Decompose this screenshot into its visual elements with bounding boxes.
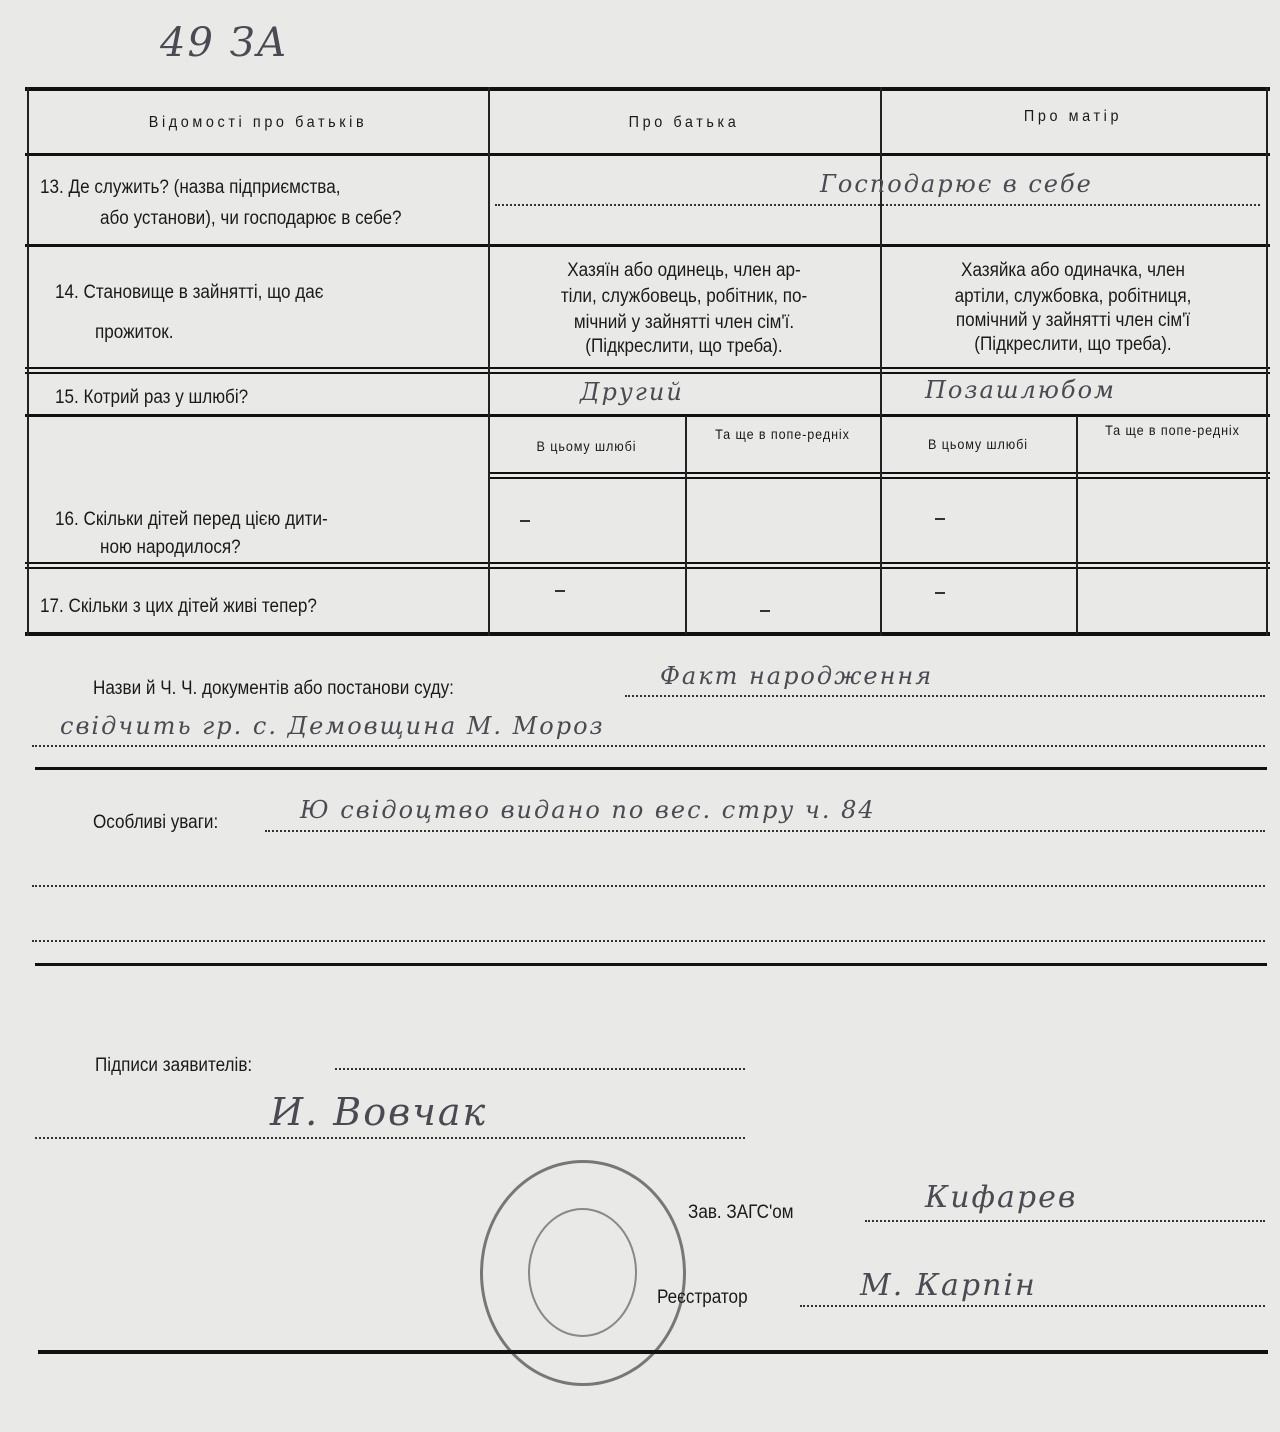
registrar-signature: М. Карпін [860,1268,1037,1303]
documents-label: Назви й Ч. Ч. документів або постанови суду: [93,678,454,699]
q14-label-2: прожиток. [95,322,174,343]
option-line: (Підкреслити, що треба). [974,334,1172,355]
q15-label: 15. Котрий раз у шлюбі? [55,387,249,408]
remarks-label: Особливі уваги: [93,812,219,833]
remarks-value: Ю свідоцтво видано по вес. стру ч. 84 [300,796,876,824]
q16-label-2: ною народилося? [100,537,241,558]
q17-label: 17. Скільки з цих дітей живі тепер? [40,596,317,617]
q14-label-1: 14. Становище в зайнятті, що дає [55,282,324,303]
option-line: Хазяйка або одиначка, член [961,260,1185,281]
q15-father-answer: Другий [580,378,684,406]
applicants-label: Підписи заявителів: [95,1055,253,1076]
registrar-label: Реєстратор [657,1287,748,1308]
header-mother: Про матір [1023,108,1123,125]
documents-value-2: свідчить гр. с. Демовщина М. Мороз [60,712,605,740]
dash-mark [520,520,530,522]
applicant-signature: И. Вовчак [270,1090,488,1134]
header-father: Про батька [628,114,740,131]
q15-mother-answer: Позашлюбом [925,376,1116,404]
subheader-mother-prev: Та ще в попе-редніх [1105,422,1240,438]
documents-value-1: Факт народження [660,662,934,690]
option-line: мічний у зайнятті член сім'ї. [573,312,795,333]
header-parents-info: Відомості про батьків [148,114,368,131]
dash-mark [555,590,565,592]
option-line: Хазяїн або одинець, член ар- [567,260,801,281]
subheader-father-prev: Та ще в попе-редніх [715,426,850,442]
option-line: помічний у зайнятті член сім'ї [955,310,1191,331]
q13-answer: Господарює в себе [820,170,1093,198]
subheader-mother-this: В цьому шлюбі [928,436,1028,452]
q16-label-1: 16. Скільки дітей перед цією дити- [55,509,328,530]
dash-mark [935,592,945,594]
option-line: (Підкреслити, що треба). [585,336,783,357]
option-line: тіли, службовець, робітник, по- [560,286,808,307]
option-line: артіли, службовка, робітниця, [954,286,1192,307]
q13-label-2: або установи), чи господарює в себе? [100,208,402,229]
subheader-father-this: В цьому шлюбі [536,438,637,454]
dash-mark [935,518,945,520]
dash-mark [760,610,770,612]
head-label: Зав. ЗАГС'ом [688,1202,794,1223]
head-signature: Кифарев [925,1180,1078,1215]
q13-label-1: 13. Де служить? (назва підприємства, [40,177,341,198]
archive-mark: 49 ЗА [160,20,289,66]
